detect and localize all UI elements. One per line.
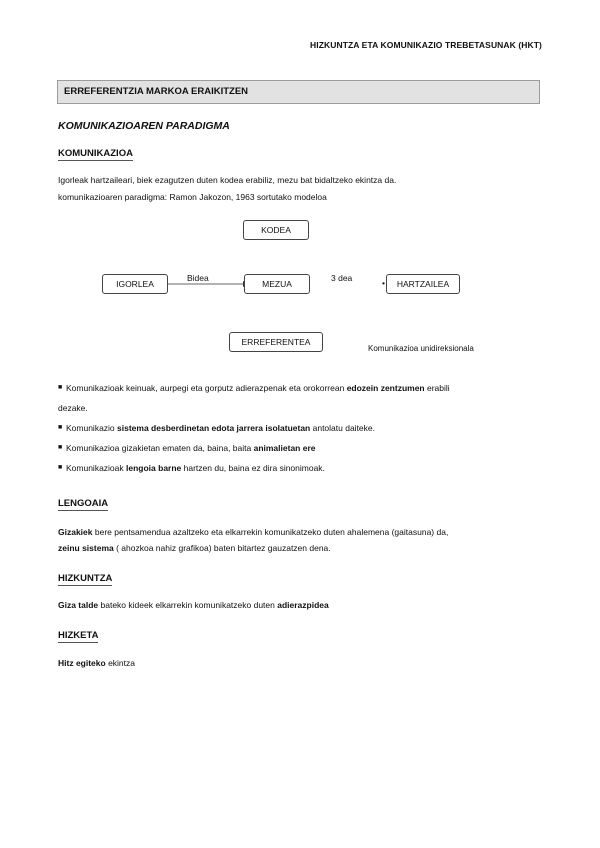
label-bidea: Bidea <box>187 273 209 283</box>
bullet-icon: ■ <box>58 424 63 431</box>
heading-hizketa: HIZKETA <box>58 630 99 641</box>
lengoaia-line1: Gizakiek bere pentsamendua azaltzeko eta elkarrekin komunikatzeko duten ahalemena (gaitasuna) da, <box>58 527 449 537</box>
box-hartzailea: HARTZAILEA <box>386 274 460 294</box>
page-header: HIZKUNTZA ETA KOMUNIKAZIO TREBETASUNAK (HKT) <box>310 40 542 50</box>
komunikazioa-line1: Igorleak hartzaileari, biek ezagutzen duten kodea erabiliz, mezu bat bidaltzeko ekintza da. <box>58 175 397 185</box>
bullet-icon: ■ <box>58 444 63 451</box>
heading-lengoaia: LENGOAIA <box>58 498 109 509</box>
bullet-list <box>58 378 538 478</box>
bullet-item: ■ Komunikazio sistema desberdinetan edota jarrera isolatuetan antolatu daiteke. <box>58 418 538 438</box>
subtitle: KOMUNIKAZIOAREN PARADIGMA <box>58 120 230 132</box>
heading-hizkuntza: HIZKUNTZA <box>58 573 113 584</box>
bullet-icon: ■ <box>58 384 63 391</box>
bullet-icon: ■ <box>58 464 63 471</box>
section-title: ERREFERENTZIA MARKOA ERAIKITZEN <box>57 80 540 104</box>
hizkuntza-line1: Giza talde bateko kideek elkarrekin komunikatzeko duten adierazpidea <box>58 600 329 610</box>
label-bidea-2: 3 dea <box>331 273 353 283</box>
diagram-caption: Komunikazioa unidireksionala <box>368 344 474 353</box>
box-kodea: KODEA <box>243 220 309 240</box>
lengoaia-line2: zeinu sistema ( ahozkoa nahiz grafikoa) baten bitartez gauzatzen dena. <box>58 543 331 553</box>
box-mezua: MEZUA <box>244 274 310 294</box>
box-erreferentea: ERREFERENTEA <box>229 332 323 352</box>
bullet-item-continued: dezake. <box>58 403 88 413</box>
komunikazioa-line2: komunikazioaren paradigma: Ramon Jakozon, 1963 sortutako modeloa <box>58 192 327 202</box>
communication-diagram <box>95 216 515 361</box>
heading-komunikazioa: KOMUNIKAZIOA <box>58 148 133 159</box>
bullet-dot: • <box>382 278 385 288</box>
hizketa-line1: Hitz egiteko ekintza <box>58 658 135 668</box>
bullet-item: ■ Komunikazioak lengoia barne hartzen du, baina ez dira sinonimoak. <box>58 458 538 478</box>
bullet-item: ■ Komunikazioak keinuak, aurpegi eta gorputz adierazpenak eta orokorrean edozein zentzumen erabili <box>58 378 538 398</box>
bullet-item: ■ Komunikazioa gizakietan ematen da, baina, baita animalietan ere <box>58 438 538 458</box>
box-igorlea: IGORLEA <box>102 274 168 294</box>
